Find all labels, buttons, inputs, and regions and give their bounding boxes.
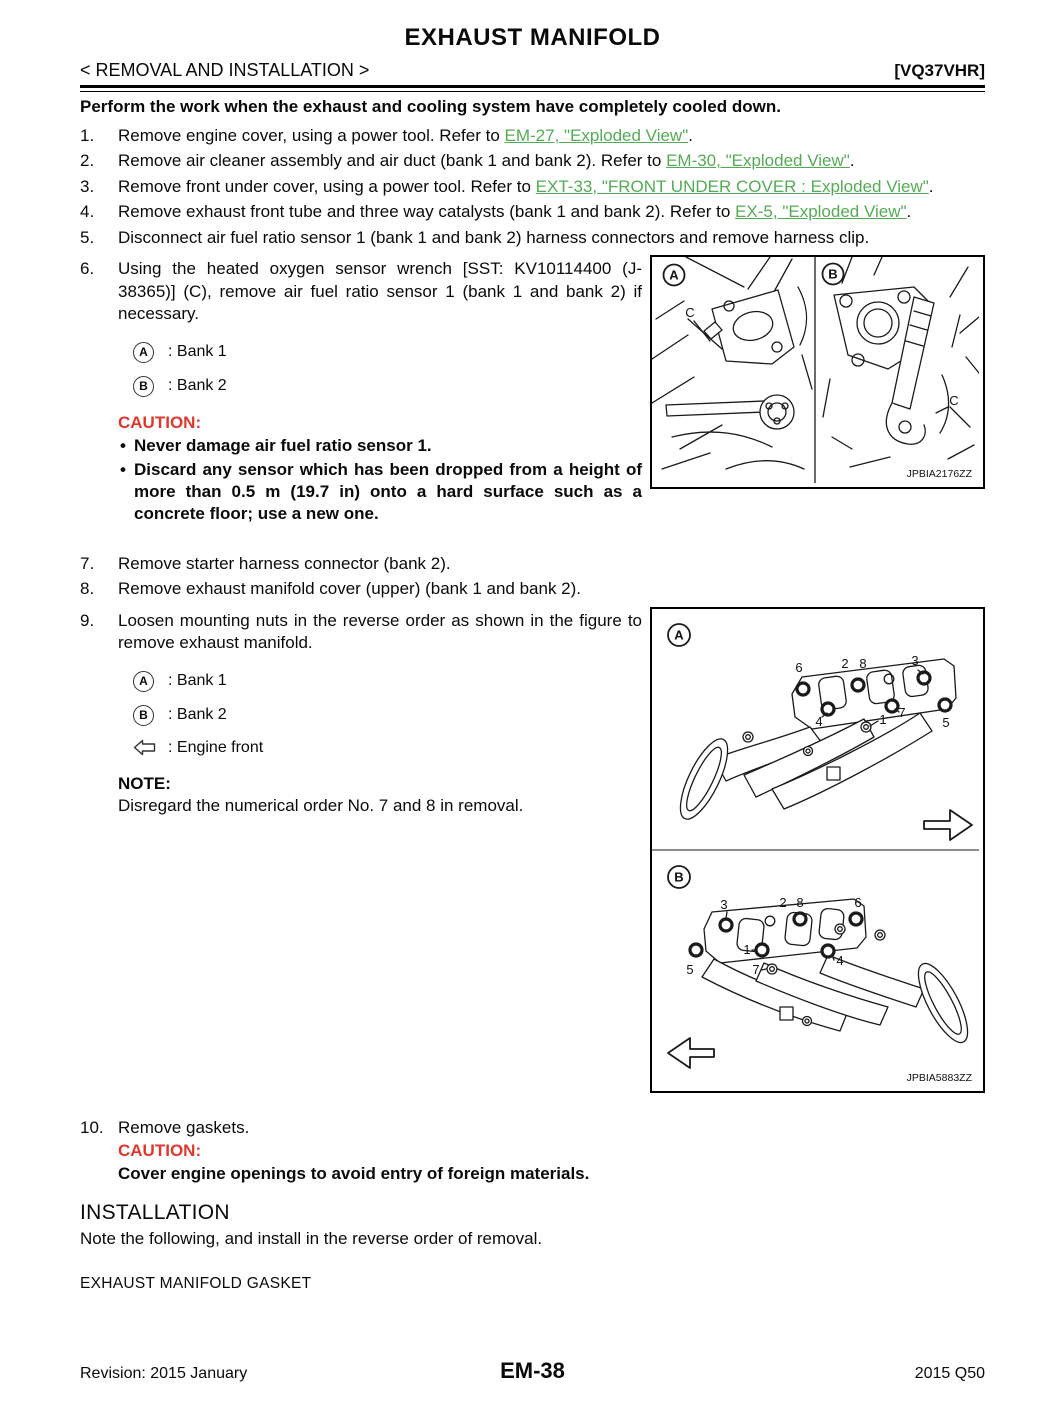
nut-number: 7 bbox=[898, 704, 906, 720]
engine-front-arrow-icon bbox=[133, 739, 156, 756]
step-number: 7. bbox=[80, 553, 95, 573]
figure-code-caption: JPBIA2176ZZ bbox=[906, 468, 972, 481]
nut-number: 5 bbox=[686, 961, 694, 977]
bank-legend-2 bbox=[133, 671, 642, 757]
bank-legend-1 bbox=[133, 342, 642, 397]
panel-b-label: B bbox=[674, 869, 684, 885]
step-number: 10. bbox=[80, 1117, 104, 1137]
step-number: 5. bbox=[80, 227, 95, 247]
note-label: NOTE: bbox=[118, 773, 171, 793]
nut-number: 1 bbox=[743, 941, 751, 957]
circled-b-icon: B bbox=[133, 705, 154, 726]
legend-label: : Bank 2 bbox=[168, 706, 227, 724]
caution-bullet: • Discard any sensor which has been dropped from a height of more than 0.5 m (19.7 in) onto a hard surface such as a concrete floor; use a new one. bbox=[118, 459, 642, 525]
legend-label: : Bank 2 bbox=[168, 377, 227, 394]
link-ex-5-exploded-view[interactable]: EX-5, "Exploded View" bbox=[735, 202, 907, 222]
circled-a-icon: A bbox=[133, 342, 154, 363]
intro-warning: Perform the work when the exhaust and cooling system have completely cooled down. bbox=[80, 97, 781, 116]
step-text: Remove exhaust manifold cover (upper) (bank 1 and bank 2). bbox=[118, 579, 582, 599]
installation-note: Note the following, and install in the reverse order of removal. bbox=[80, 1229, 543, 1249]
nut-number: 4 bbox=[836, 952, 844, 968]
caution-label: CAUTION: bbox=[118, 412, 202, 432]
nut-number: 4 bbox=[815, 713, 823, 729]
step-number: 3. bbox=[80, 176, 95, 196]
link-ext-33-front-under-cover[interactable]: EXT-33, "FRONT UNDER COVER : Exploded View" bbox=[535, 176, 929, 196]
step-number: 4. bbox=[80, 202, 95, 222]
nut-number: 6 bbox=[854, 894, 862, 910]
link-em-27-exploded-view[interactable]: EM-27, "Exploded View" bbox=[504, 126, 689, 145]
footer-page-number: EM-38 bbox=[500, 1358, 565, 1383]
legend-item-engine-front bbox=[133, 739, 642, 757]
tool-c-label-a: C bbox=[685, 305, 695, 321]
step9-row bbox=[80, 607, 985, 1093]
page-footer bbox=[80, 1358, 985, 1384]
page-title: EXHAUST MANIFOLD bbox=[404, 24, 661, 51]
step-number: 8. bbox=[80, 579, 95, 599]
step-text: Remove air cleaner assembly and air duct (bank 1 and bank 2). Refer to EM-30, "Exploded View". bbox=[118, 151, 855, 171]
panel-b-label: B bbox=[828, 266, 838, 282]
header-rule bbox=[80, 85, 985, 92]
legend-item-bank1 bbox=[133, 342, 642, 363]
figure-manifold-nut-order bbox=[650, 607, 985, 1093]
figure-code-caption: JPBIA5883ZZ bbox=[906, 1071, 972, 1084]
breadcrumb-section: < REMOVAL AND INSTALLATION > bbox=[80, 60, 370, 80]
step-9 bbox=[80, 610, 642, 655]
manifold-bank1-drawing bbox=[671, 659, 972, 840]
step-2 bbox=[80, 150, 985, 172]
engine-bay-sketch-a bbox=[652, 257, 812, 469]
legend-label: : Engine front bbox=[168, 738, 264, 756]
nut-number: 2 bbox=[779, 894, 787, 910]
nut-number: 8 bbox=[796, 894, 804, 910]
engine-variant-badge: [VQ37VHR] bbox=[894, 61, 985, 80]
legend-label: : Bank 1 bbox=[168, 343, 227, 360]
step-number: 6. bbox=[80, 259, 95, 279]
circled-a-icon: A bbox=[133, 671, 154, 692]
step-6 bbox=[80, 258, 642, 325]
footer-model: 2015 Q50 bbox=[914, 1365, 985, 1382]
figure-sensor-location bbox=[650, 255, 985, 489]
legend-label: : Bank 1 bbox=[168, 672, 227, 690]
panel-a-label: A bbox=[674, 627, 684, 643]
nut-number: 5 bbox=[942, 714, 950, 730]
step-text: Remove starter harness connector (bank 2). bbox=[118, 553, 451, 573]
step-text: Remove exhaust front tube and three way catalysts (bank 1 and bank 2). Refer to EX-5, "Exploded View". bbox=[118, 202, 912, 222]
step-text: Loosen mounting nuts in the reverse order as shown in the figure to remove exhaust manifold. bbox=[118, 610, 642, 653]
note-block bbox=[118, 773, 642, 817]
caution-label: CAUTION: bbox=[118, 1141, 202, 1161]
footer-revision: Revision: 2015 January bbox=[80, 1365, 248, 1382]
step-text: Remove gaskets. bbox=[118, 1117, 250, 1137]
header-row bbox=[80, 60, 985, 81]
legend-item-bank2 bbox=[133, 705, 642, 726]
step-3 bbox=[80, 176, 985, 198]
note-text: Disregard the numerical order No. 7 and 8 in removal. bbox=[118, 795, 524, 815]
nut-number: 1 bbox=[879, 711, 887, 727]
step-text: Using the heated oxygen sensor wrench [SST: KV10114400 (J-38365)] (C), remove air fuel ratio sensor 1 (bank 1 and bank 2) if necessary. bbox=[118, 259, 642, 324]
installation-heading: INSTALLATION bbox=[80, 1201, 230, 1225]
step-8 bbox=[80, 578, 985, 600]
step-7 bbox=[80, 553, 985, 575]
direction-arrow-right-icon bbox=[924, 810, 972, 840]
legend-item-bank1 bbox=[133, 671, 642, 692]
manifold-figure-drawing bbox=[652, 609, 979, 1087]
circled-b-icon: B bbox=[133, 376, 154, 397]
link-em-30-exploded-view[interactable]: EM-30, "Exploded View" bbox=[666, 151, 850, 171]
caution-bullet: • Never damage air fuel ratio sensor 1. bbox=[118, 435, 642, 457]
direction-arrow-left-icon bbox=[668, 1038, 714, 1068]
step-10 bbox=[80, 1117, 985, 1185]
engine-bay-sketch-b bbox=[823, 257, 979, 467]
nut-number: 8 bbox=[859, 655, 867, 671]
step-number: 1. bbox=[80, 126, 95, 145]
nut-number: 6 bbox=[795, 659, 803, 675]
step-number: 9. bbox=[80, 610, 95, 630]
panel-a-label: A bbox=[669, 267, 679, 283]
step-5 bbox=[80, 227, 985, 249]
step6-row bbox=[80, 255, 985, 527]
caution-text: Cover engine openings to avoid entry of foreign materials. bbox=[118, 1163, 590, 1183]
sensor-figure-drawing bbox=[652, 257, 979, 483]
step-1 bbox=[80, 125, 985, 147]
step-text: Disconnect air fuel ratio sensor 1 (bank 1 and bank 2) harness connectors and remove harness clip. bbox=[118, 227, 870, 247]
nut-number: 2 bbox=[841, 655, 849, 671]
tool-c-label-b: C bbox=[949, 393, 959, 409]
nut-number: 3 bbox=[911, 652, 919, 668]
step-text: Remove engine cover, using a power tool. Refer to EM-27, "Exploded View". bbox=[118, 126, 693, 145]
step-text: Remove front under cover, using a power tool. Refer to EXT-33, "FRONT UNDER COVER : Exploded View". bbox=[118, 176, 934, 196]
caution-block-gaskets bbox=[118, 1140, 985, 1185]
caution-block-sensor bbox=[118, 413, 642, 525]
step-number: 2. bbox=[80, 151, 95, 171]
step-4 bbox=[80, 201, 985, 223]
manifold-bank2-drawing bbox=[668, 896, 977, 1068]
nut-number: 3 bbox=[720, 896, 728, 912]
nut-number: 7 bbox=[752, 961, 760, 977]
legend-item-bank2 bbox=[133, 376, 642, 397]
gasket-subheading: EXHAUST MANIFOLD GASKET bbox=[80, 1275, 312, 1293]
